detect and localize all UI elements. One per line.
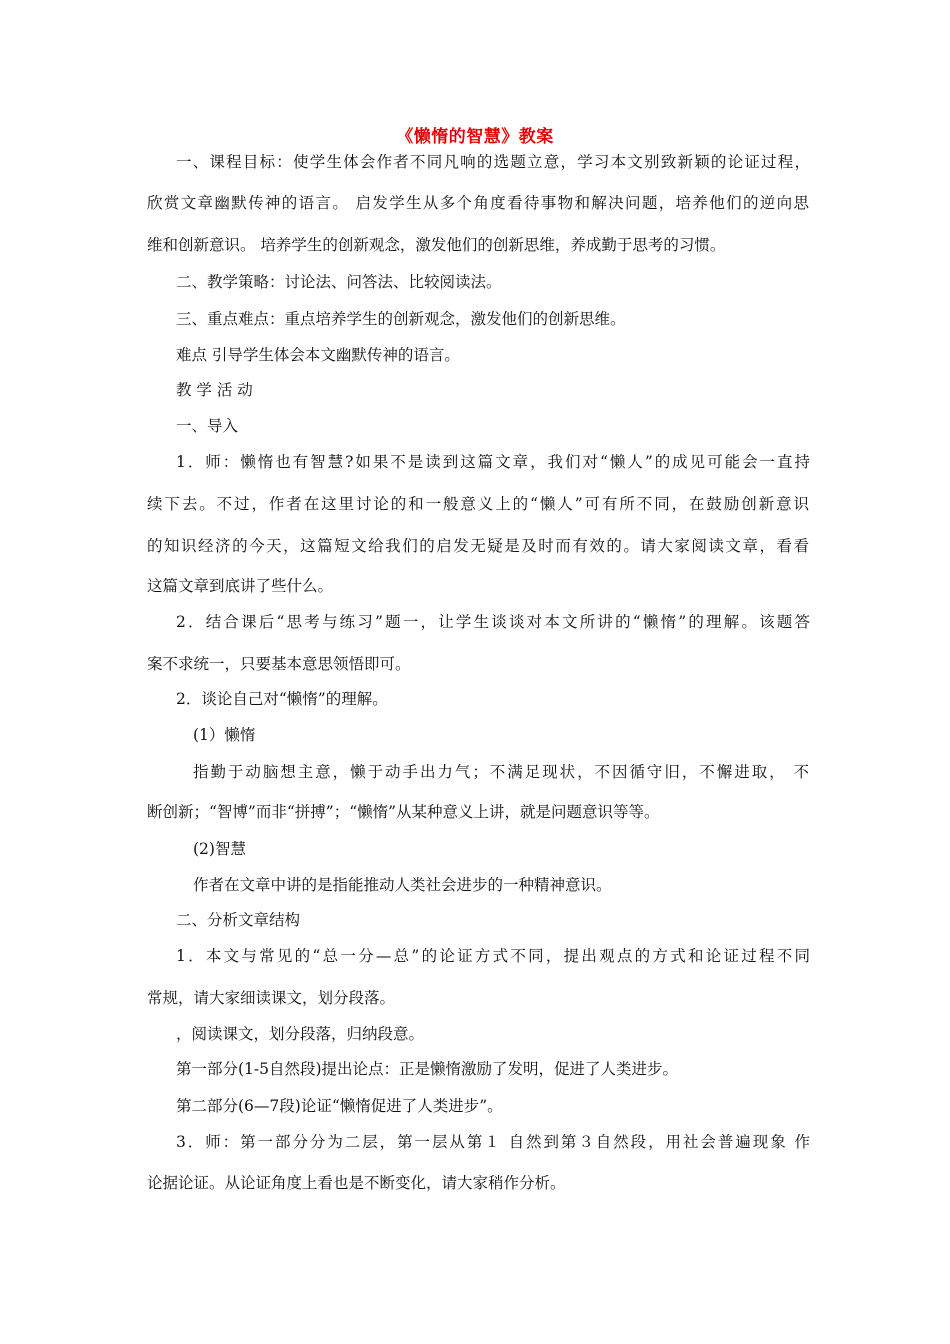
paragraph-line: 第一部分(1-5自然段)提出论点：正是懒惰激励了发明，促进了人类进步。	[176, 1060, 679, 1078]
section-heading: 一、导入	[176, 417, 239, 435]
subheading: (2)智慧	[193, 840, 246, 858]
section-heading: 教 学 活 动	[176, 381, 253, 399]
paragraph-line: 二、教学策略：讨论法、问答法、比较阅读法。	[176, 273, 502, 291]
paragraph-line: 欣赏文章幽默传神的语言。 启发学生从多个角度看待事物和解决问题，培养他们的逆向思	[147, 194, 809, 212]
paragraph-line: 维和创新意识。 培养学生的创新观念，激发他们的创新思维，养成勤于思考的习惯。	[147, 236, 726, 254]
subheading: (1）懒惰	[193, 726, 256, 744]
paragraph-line: 作者在文章中讲的是指能推动人类社会进步的一种精神意识。	[193, 876, 612, 894]
document-title: 《懒惰的智慧》教案	[396, 127, 554, 147]
paragraph-line: 续下去。不过，作者在这里讨论的和一般意义上的“懒人”可有所不同，在鼓励创新意识	[147, 495, 809, 513]
paragraph-line: 三、重点难点：重点培养学生的创新观念，激发他们的创新思维。	[176, 310, 626, 328]
paragraph-line: 指勤于动脑想主意，懒于动手出力气；不满足现状，不因循守旧，不懈进取， 不	[193, 763, 809, 781]
paragraph-line: 3．师：第一部分分为二层，第一层从第１ 自然到第３自然段，用社会普遍现象 作	[176, 1133, 810, 1151]
paragraph-line: 案不求统一，只要基本意思领悟即可。	[147, 655, 411, 673]
paragraph-line: 2．谈论自己对“懒惰”的理解。	[176, 690, 388, 708]
paragraph-line: 这篇文章到底讲了些什么。	[147, 577, 334, 595]
paragraph-line: 的知识经济的今天，这篇短文给我们的启发无疑是及时而有效的。请大家阅读文章，看看	[147, 537, 809, 555]
paragraph-line: ，阅读课文，划分段落，归纳段意。	[176, 1025, 425, 1043]
paragraph-line: 断创新；“智博”而非“拼搏”；“懒惰”从某种意义上讲，就是问题意识等等。	[147, 803, 660, 821]
paragraph-line: 论据论证。从论证角度上看也是不断变化，请大家稍作分析。	[147, 1174, 566, 1192]
paragraph-line: 常规，请大家细读课文，划分段落。	[147, 989, 396, 1007]
paragraph-line: 难点 引导学生体会本文幽默传神的语言。	[176, 346, 460, 364]
paragraph-line: 一、课程目标：使学生体会作者不同凡响的选题立意，学习本文别致新颖的论证过程，	[176, 153, 810, 171]
paragraph-line: 第二部分(6—7段)论证“懒惰促进了人类进步”。	[176, 1097, 503, 1115]
paragraph-line: 2．结合课后“思考与练习”题一，让学生谈谈对本文所讲的“懒惰”的理解。该题答	[176, 613, 810, 631]
paragraph-line: 1．师：懒惰也有智慧?如果不是读到这篇文章，我们对“懒人”的成见可能会一直持	[176, 453, 810, 471]
section-heading: 二、分析文章结构	[176, 911, 301, 929]
paragraph-line: 1．本文与常见的“总一分—总”的论证方式不同，提出观点的方式和论证过程不同	[176, 947, 810, 965]
